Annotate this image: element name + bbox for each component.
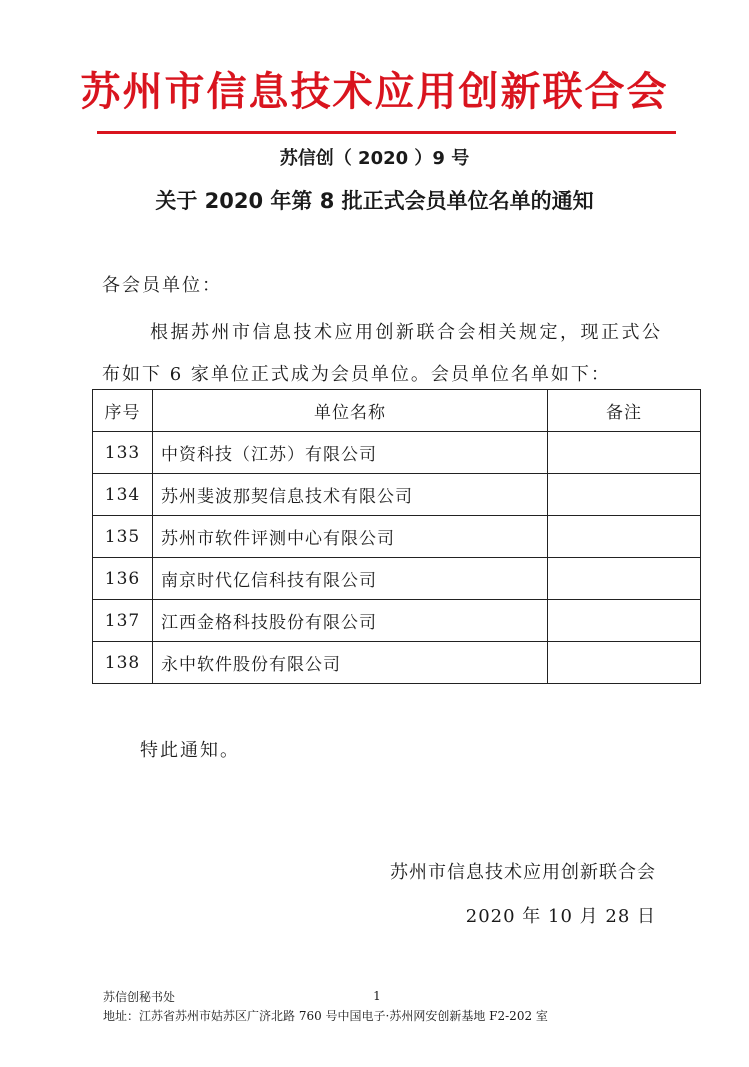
table-row bbox=[93, 474, 701, 516]
table-row bbox=[93, 642, 701, 684]
row-unit-name: 中资科技（江苏）有限公司 bbox=[153, 432, 548, 474]
row-remarks bbox=[548, 432, 701, 474]
row-remarks bbox=[548, 600, 701, 642]
table-row bbox=[93, 600, 701, 642]
row-unit-name: 苏州市软件评测中心有限公司 bbox=[153, 516, 548, 558]
member-table bbox=[92, 389, 701, 684]
header-title: 苏州市信息技术应用创新联合会 bbox=[80, 69, 669, 115]
row-remarks bbox=[548, 558, 701, 600]
signature-date: 2020 年 10 月 28 日 bbox=[465, 906, 656, 927]
row-unit-name: 苏州斐波那契信息技术有限公司 bbox=[153, 474, 548, 516]
row-number: 138 bbox=[93, 642, 153, 684]
table-row bbox=[93, 516, 701, 558]
page-number: 1 bbox=[373, 989, 381, 1003]
footer-office: 苏信创秘书处 bbox=[103, 990, 176, 1004]
row-number: 135 bbox=[93, 516, 153, 558]
signature-organization: 苏州市信息技术应用创新联合会 bbox=[390, 862, 656, 883]
table-row bbox=[93, 432, 701, 474]
body-paragraph: 根据苏州市信息技术应用创新联合会相关规定，现正式公布如下 6 家单位正式成为会员单位。会员单位名单如下： bbox=[102, 322, 662, 385]
document-subject: 关于 2020 年第 8 批正式会员单位名单的通知 bbox=[155, 189, 594, 213]
row-unit-name: 江西金格科技股份有限公司 bbox=[153, 600, 548, 642]
row-remarks bbox=[548, 642, 701, 684]
closing-remark: 特此通知。 bbox=[140, 740, 240, 761]
table-header-row bbox=[93, 390, 701, 432]
header-red-rule bbox=[97, 131, 676, 134]
document-number: 苏信创（ 2020 ）9 号 bbox=[279, 148, 470, 169]
row-number: 133 bbox=[93, 432, 153, 474]
footer-address: 地址：江苏省苏州市姑苏区广济北路 760 号中国电子·苏州网安创新基地 F2-202 室 bbox=[103, 1009, 548, 1023]
row-remarks bbox=[548, 474, 701, 516]
header-cell-number: 序号 bbox=[93, 390, 153, 432]
row-remarks bbox=[548, 516, 701, 558]
row-number: 134 bbox=[93, 474, 153, 516]
salutation: 各会员单位： bbox=[102, 275, 222, 296]
row-number: 137 bbox=[93, 600, 153, 642]
header-cell-remarks: 备注 bbox=[548, 390, 701, 432]
header-cell-unit-name: 单位名称 bbox=[153, 390, 548, 432]
row-number: 136 bbox=[93, 558, 153, 600]
row-unit-name: 南京时代亿信科技有限公司 bbox=[153, 558, 548, 600]
table-row bbox=[93, 558, 701, 600]
row-unit-name: 永中软件股份有限公司 bbox=[153, 642, 548, 684]
